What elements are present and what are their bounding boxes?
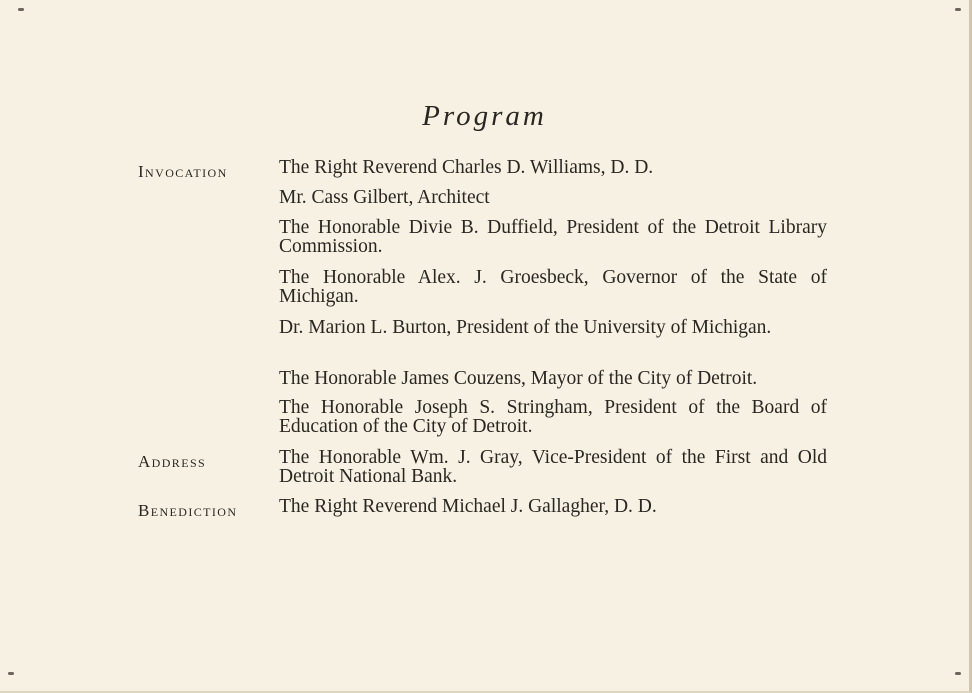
speaker-line: Mr. Cass Gilbert, Architect	[279, 187, 490, 208]
section-label: Invocation	[138, 162, 228, 181]
paper-speck	[8, 672, 14, 675]
speaker-line: The Honorable Divie B. Duffield, President of the Detroit Library Commission.	[279, 217, 827, 257]
speaker-line: The Honorable James Couzens, Mayor of the City of Detroit.	[279, 368, 758, 389]
section-label: Benediction	[138, 501, 238, 520]
paper-speck	[955, 8, 961, 11]
program-title: Program	[422, 100, 547, 132]
section-label: Address	[138, 452, 207, 471]
paper-speck	[18, 8, 24, 11]
speaker-line: The Right Reverend Michael J. Gallagher, D. D.	[279, 496, 657, 517]
paper-speck	[955, 672, 961, 675]
speaker-line: Dr. Marion L. Burton, President of the University of Michigan.	[279, 317, 772, 338]
speaker-line: The Right Reverend Charles D. Williams, D. D.	[279, 157, 654, 178]
speaker-line: The Honorable Alex. J. Groesbeck, Governor of the State of Michigan.	[279, 267, 827, 307]
speaker-line: The Honorable Joseph S. Stringham, President of the Board of Education of the City of Detroit.	[279, 397, 827, 437]
speaker-line: The Honorable Wm. J. Gray, Vice-President of the First and Old Detroit National Bank.	[279, 447, 827, 487]
